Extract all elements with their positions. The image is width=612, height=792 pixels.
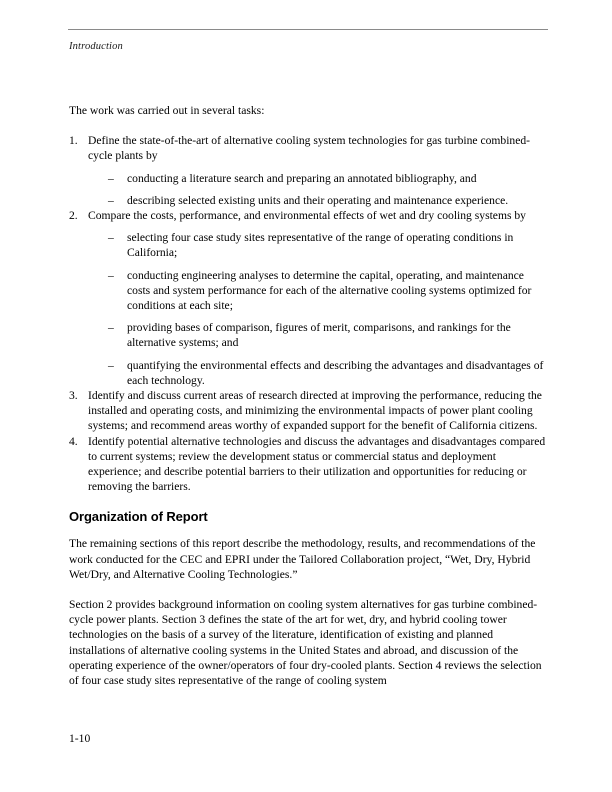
spacer bbox=[69, 494, 546, 509]
dash-bullet-icon: – bbox=[108, 171, 114, 185]
task-item-2-subitem-4 bbox=[108, 358, 546, 388]
page-number: 1-10 bbox=[69, 732, 91, 745]
task-item-2 bbox=[69, 208, 546, 388]
task-item-3-text: Identify and discuss current areas of research directed at improving the performance, reducing the installed and operating costs, and minimizing the environmental impacts of power plant cooling systems; and recommend areas worthy of expanded support for the benefit of California citizens. bbox=[88, 389, 542, 433]
dash-bullet-icon: – bbox=[108, 193, 114, 207]
dash-bullet-icon: – bbox=[108, 358, 114, 372]
task-item-1-sublist bbox=[88, 171, 546, 208]
task-item-1 bbox=[69, 133, 546, 208]
organization-paragraph-1: The remaining sections of this report describe the methodology, results, and recommendations of the work conducted for the CEC and EPRI under the Tailored Collaboration project, “Wet, Dry, Hybrid Wet/Dry, and Alternative Cooling Technologies.” bbox=[69, 537, 536, 581]
task-item-2-subitem-1-text: selecting four case study sites representative of the range of operating conditions in California; bbox=[127, 231, 514, 260]
task-item-2-subitem-3 bbox=[108, 320, 546, 350]
task-item-3-number: 3. bbox=[69, 389, 78, 403]
task-item-1-subitem-1 bbox=[108, 171, 546, 186]
header-divider-rule bbox=[68, 29, 548, 30]
task-item-3 bbox=[69, 388, 546, 434]
dash-bullet-icon: – bbox=[108, 268, 114, 282]
task-list bbox=[69, 133, 546, 494]
running-header-title: Introduction bbox=[69, 41, 123, 52]
dash-bullet-icon: – bbox=[108, 321, 114, 335]
section-heading-organization-of-report: Organization of Report bbox=[69, 509, 208, 525]
task-item-4 bbox=[69, 434, 546, 495]
task-item-1-subitem-1-text: conducting a literature search and preparing an annotated bibliography, and bbox=[127, 171, 477, 185]
task-item-1-subitem-2-text: describing selected existing units and their operating and maintenance experience. bbox=[127, 193, 509, 207]
page-content bbox=[69, 103, 546, 688]
task-item-1-number: 1. bbox=[69, 134, 78, 148]
task-item-1-subitem-2 bbox=[108, 193, 546, 208]
task-item-2-subitem-3-text: providing bases of comparison, figures of merit, comparisons, and rankings for the alternative systems; and bbox=[127, 321, 511, 350]
dash-bullet-icon: – bbox=[108, 231, 114, 245]
spacer bbox=[69, 582, 546, 597]
task-item-4-number: 4. bbox=[69, 434, 78, 448]
task-item-2-text: Compare the costs, performance, and environmental effects of wet and dry cooling systems by bbox=[88, 209, 526, 223]
spacer bbox=[69, 525, 546, 536]
spacer bbox=[69, 118, 546, 133]
task-item-2-sublist bbox=[88, 230, 546, 388]
task-item-2-number: 2. bbox=[69, 209, 78, 223]
organization-paragraph-2: Section 2 provides background information on cooling system alternatives for gas turbine combined-cycle power plants. Section 3 defines the state of the art for wet, dry, and hybrid cooling tower technologies on the basis of a survey of the literature, identification of existing and planned installations of alternative cooling systems in the United States and abroad, and discussion of the operating experience of the owner/operators of four dry-cooled plants. Section 4 reviews the selection of four case study sites representative of the range of cooling system bbox=[69, 598, 542, 688]
intro-paragraph: The work was carried out in several tasks: bbox=[69, 104, 265, 117]
task-item-2-subitem-2 bbox=[108, 268, 546, 314]
task-item-4-text: Identify potential alternative technologies and discuss the advantages and disadvantages compared to current systems; review the development status or commercial status and deployment experience; and describe potential barriers to their utilization and opportunities for reducing or removing the barriers. bbox=[88, 434, 546, 494]
task-item-2-subitem-4-text: quantifying the environmental effects and describing the advantages and disadvantages of each technology. bbox=[127, 358, 544, 387]
task-item-2-subitem-1 bbox=[108, 230, 546, 260]
task-item-1-text: Define the state-of-the-art of alternative cooling system technologies for gas turbine combined-cycle plants by bbox=[88, 134, 531, 163]
task-item-2-subitem-2-text: conducting engineering analyses to determine the capital, operating, and maintenance costs and system performance for each of the alternative cooling systems optimized for conditions at each site; bbox=[127, 268, 532, 313]
